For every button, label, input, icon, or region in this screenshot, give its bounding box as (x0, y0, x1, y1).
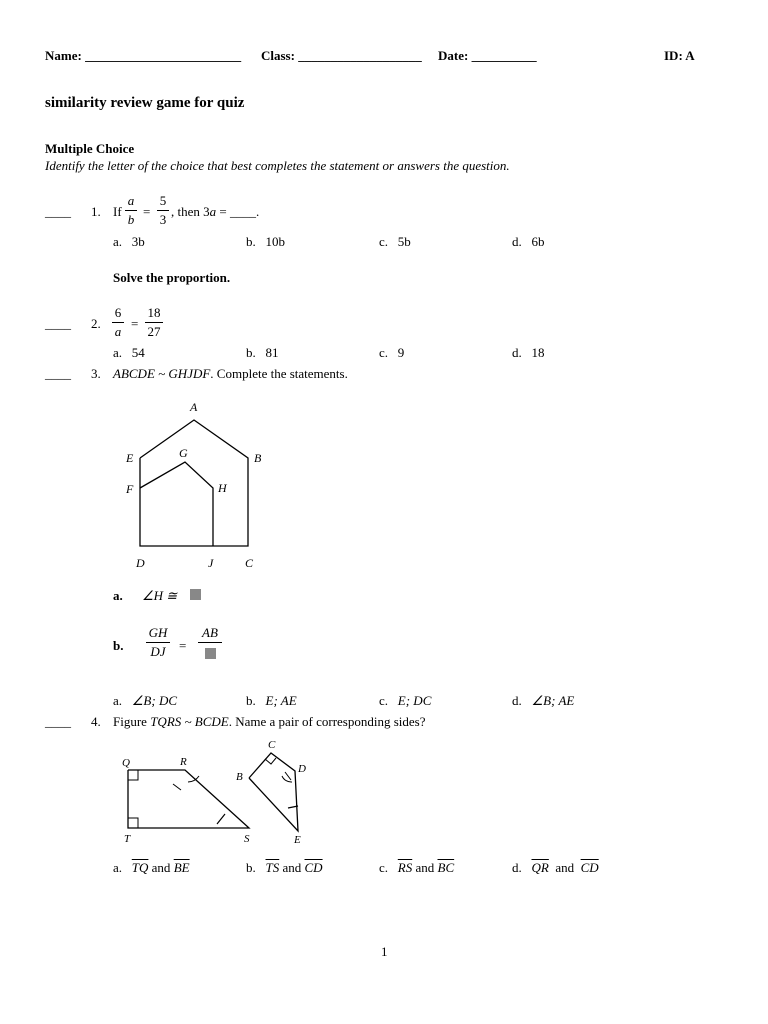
choice-d[interactable]: d. $\overline{QR}$ and $\overline{CD}$ (512, 860, 599, 875)
label-b: B (236, 771, 243, 783)
right-angle-mark (128, 770, 138, 780)
question-number: 2. (91, 316, 101, 331)
numerator: 6 (114, 305, 122, 320)
choice-c[interactable]: c. 5b (379, 234, 411, 249)
side-tick (217, 814, 225, 824)
choice-b[interactable]: b. $\overline{TS}$ and $\overline{CD}$ (246, 860, 323, 875)
denominator: DJ (150, 644, 166, 659)
choice-d[interactable]: d. 18 (512, 345, 545, 360)
label-c: C (245, 556, 254, 570)
choice-a[interactable]: a. 54 (113, 345, 145, 360)
section-instruction: Identify the letter of the choice that best completes the statement or answers the question. (45, 158, 510, 173)
choice-c[interactable]: c. 9 (379, 345, 405, 360)
angle-tick (173, 784, 181, 790)
section-heading: Multiple Choice (45, 141, 135, 156)
denominator: b (127, 212, 135, 227)
choice-a[interactable]: a. ∠B; DC (113, 693, 178, 708)
choice-c[interactable]: c. E; DC (379, 693, 432, 708)
page-number: 1 (381, 944, 388, 959)
page-title: similarity review game for quiz (45, 95, 245, 111)
choice-b[interactable]: b. E; AE (246, 693, 297, 708)
fraction (157, 193, 169, 228)
choice-c[interactable]: c. $\overline{RS}$ and $\overline{BC}$ (379, 860, 455, 875)
answer-box (198, 644, 222, 660)
answer-blank: ____ (45, 366, 71, 381)
question-text: If (113, 204, 122, 219)
choice-d[interactable]: d. ∠B; AE (512, 693, 575, 708)
question-text: Figure TQRS ~ BCDE. Name a pair of corresponding sides? (113, 714, 426, 729)
equals-sign: = (131, 316, 139, 331)
question-number: 4. (91, 714, 101, 729)
denominator: 3 (159, 212, 167, 227)
trapezoid-tqrs (128, 770, 249, 828)
answer-blank: ____ (45, 714, 71, 729)
answer-blank: ____ (45, 316, 71, 331)
label-s: S (244, 833, 250, 845)
question-number: 1. (91, 204, 101, 219)
fraction (112, 305, 124, 340)
fraction (146, 625, 170, 660)
name-field: Name: ________________________ (45, 48, 242, 63)
choice-a[interactable]: a. 3b (113, 234, 145, 249)
label-g: G (179, 446, 188, 460)
subheading: Solve the proportion. (113, 270, 231, 285)
id-field: ID: A (664, 48, 695, 63)
label-a: A (190, 400, 198, 414)
numerator: 5 (159, 193, 167, 208)
numerator: a (127, 193, 135, 208)
label-d: D (298, 763, 306, 775)
choice-b[interactable]: b. 10b (246, 234, 285, 249)
choice-a[interactable]: a. $\overline{TQ}$ and $\overline{BE}$ (113, 860, 190, 875)
equals-sign: = (179, 638, 187, 653)
trapezoid-bcde (249, 753, 298, 831)
label-h: H (218, 481, 227, 495)
date-field: Date: __________ (438, 48, 537, 63)
fraction (198, 625, 222, 660)
label-e: E (294, 834, 301, 846)
trapezoid-figures (118, 736, 318, 848)
label-d: D (136, 556, 145, 570)
part-a-label: a. (113, 588, 123, 603)
answer-blank: ____ (45, 204, 71, 219)
question-text: ABCDE ~ GHJDF. Complete the statements. (113, 366, 348, 381)
label-b: B (254, 451, 262, 465)
denominator: 27 (147, 324, 161, 339)
equals-sign: = (143, 204, 151, 219)
choice-d[interactable]: d. 6b (512, 234, 545, 249)
pentagon-figure (113, 390, 273, 575)
outer-pentagon (140, 420, 248, 546)
part-b-label: b. (113, 638, 124, 653)
label-c: C (268, 739, 276, 751)
part-a-expression: ∠H ≅ (142, 588, 178, 603)
label-f: F (126, 482, 134, 496)
fraction (145, 305, 163, 340)
label-q: Q (122, 757, 130, 769)
choice-b[interactable]: b. 81 (246, 345, 279, 360)
label-t: T (124, 833, 131, 845)
question-number: 3. (91, 366, 101, 381)
question-text: , then 3a = ____. (171, 204, 260, 219)
angle-tick (285, 772, 291, 780)
label-j: J (208, 556, 214, 570)
fraction (125, 193, 137, 228)
class-field: Class: ___________________ (261, 48, 422, 63)
label-e: E (126, 451, 134, 465)
numerator: GH (148, 625, 168, 640)
answer-box (190, 589, 201, 600)
label-r: R (180, 756, 187, 768)
inner-pentagon (140, 462, 213, 546)
right-angle-mark (128, 818, 138, 828)
numerator: 18 (147, 305, 161, 320)
denominator: a (114, 324, 122, 339)
numerator: AB (202, 625, 218, 640)
